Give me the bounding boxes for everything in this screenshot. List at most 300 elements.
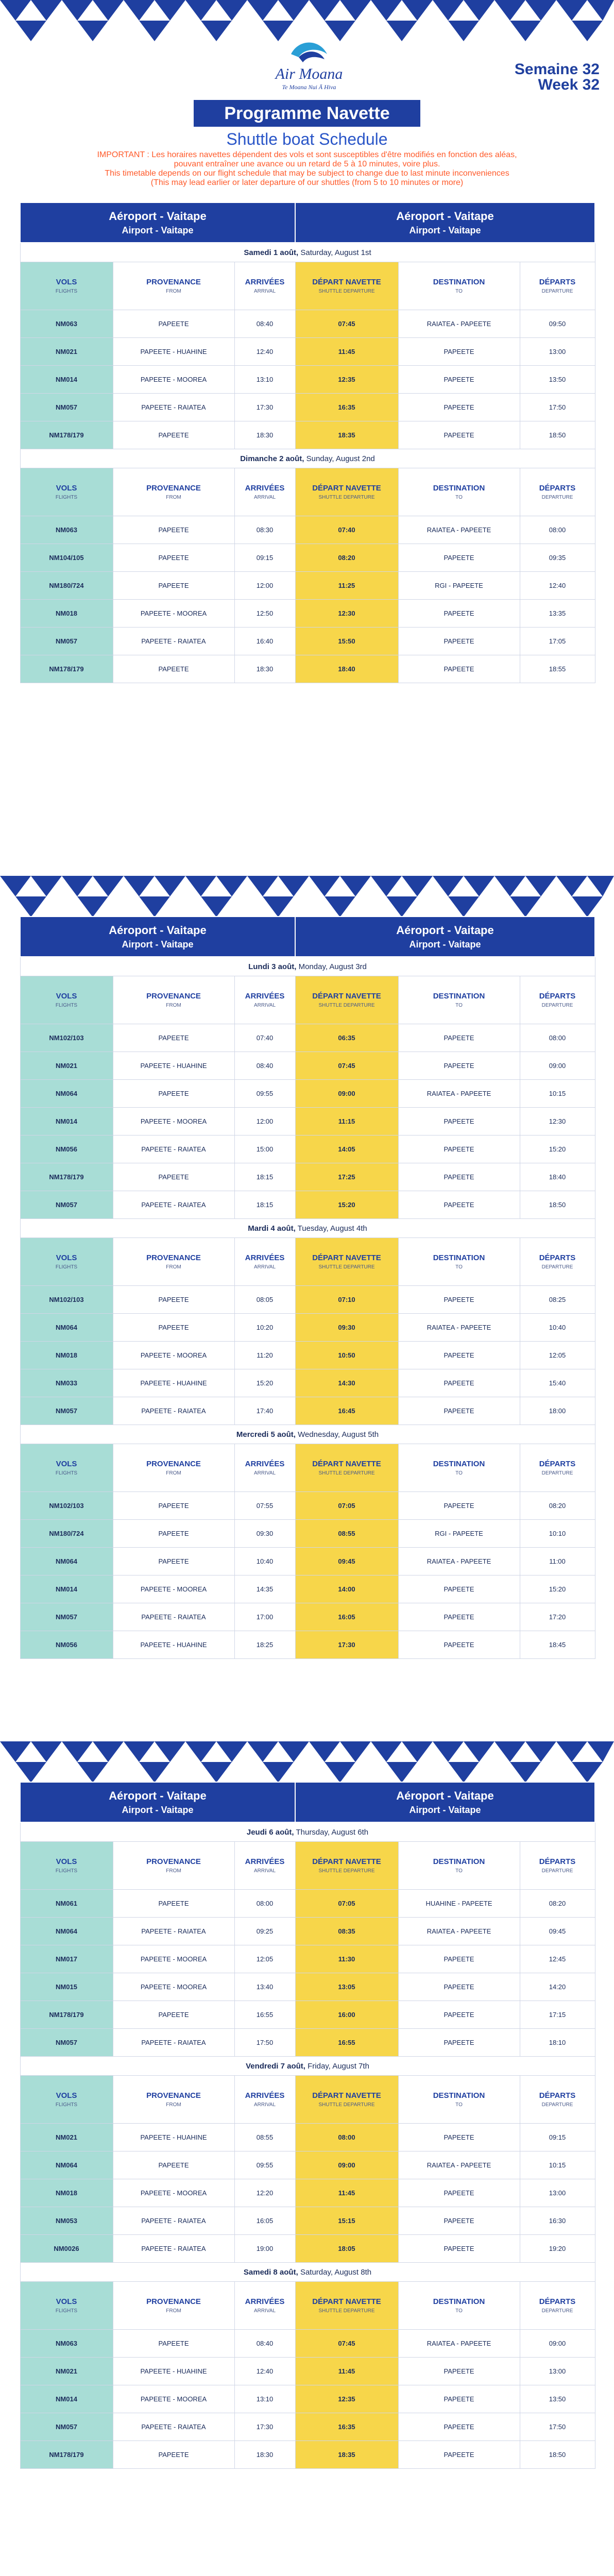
day-row [20, 2263, 595, 2282]
cell-arrivees: 14:35 [234, 1575, 295, 1603]
important-notice [36, 150, 578, 188]
cell-departs: 17:05 [520, 628, 595, 655]
cell-departs: 18:50 [520, 421, 595, 449]
cell-provenance: PAPEETE - MOOREA [113, 1973, 234, 2001]
column-header-navette: DÉPART NAVETTE SHUTTLE DEPARTURE [295, 262, 398, 310]
cell-provenance: PAPEETE - MOOREA [113, 366, 234, 394]
table-row [20, 338, 595, 366]
route-header-left: Aéroport - Vaitape Airport - Vaitape [20, 202, 295, 243]
table-header-row [20, 202, 595, 243]
cell-navette: 08:55 [295, 1520, 398, 1548]
cell-destination: PAPEETE [398, 1603, 520, 1631]
cell-destination: PAPEETE [398, 1369, 520, 1397]
column-header-vols: VOLS FLIGHTS [20, 1238, 113, 1286]
cell-provenance: PAPEETE [113, 421, 234, 449]
cell-departs: 19:20 [520, 2235, 595, 2263]
cell-navette: 07:05 [295, 1890, 398, 1918]
cell-navette: 15:50 [295, 628, 398, 655]
cell-arrivees: 18:30 [234, 655, 295, 683]
day-row [20, 1822, 595, 1842]
column-header-arrivees: ARRIVÉES ARRIVAL [234, 1444, 295, 1492]
cell-navette: 09:30 [295, 1314, 398, 1342]
route-header-right: Aéroport - Vaitape Airport - Vaitape [295, 917, 595, 957]
schedule-table-container [20, 202, 594, 683]
column-header-row [20, 976, 595, 1024]
cell-navette: 07:45 [295, 2330, 398, 2358]
cell-vols: NM018 [20, 1342, 113, 1369]
cell-navette: 07:45 [295, 310, 398, 338]
column-header-destination: DESTINATION TO [398, 1238, 520, 1286]
cell-departs: 14:20 [520, 1973, 595, 2001]
cell-departs: 09:00 [520, 2330, 595, 2358]
table-row [20, 600, 595, 628]
cell-navette: 11:45 [295, 2358, 398, 2385]
cell-departs: 18:40 [520, 1163, 595, 1191]
cell-destination: PAPEETE [398, 366, 520, 394]
cell-destination: PAPEETE [398, 2029, 520, 2057]
cell-destination: PAPEETE [398, 338, 520, 366]
cell-arrivees: 09:25 [234, 1918, 295, 1945]
cell-destination: PAPEETE [398, 1631, 520, 1659]
column-header-navette: DÉPART NAVETTE SHUTTLE DEPARTURE [295, 1444, 398, 1492]
table-row [20, 2151, 595, 2179]
table-row [20, 366, 595, 394]
day-label-fr: Mercredi 5 août, [236, 1430, 296, 1439]
cell-destination: RAIATEA - PAPEETE [398, 516, 520, 544]
cell-vols: NM102/103 [20, 1286, 113, 1314]
column-header-arrivees: ARRIVÉES ARRIVAL [234, 2076, 295, 2124]
column-header-arrivees: ARRIVÉES ARRIVAL [234, 1842, 295, 1890]
table-row [20, 1945, 595, 1973]
cell-departs: 08:20 [520, 1890, 595, 1918]
cell-vols: NM017 [20, 1945, 113, 1973]
cell-arrivees: 12:20 [234, 2179, 295, 2207]
cell-navette: 09:00 [295, 1080, 398, 1108]
cell-provenance: PAPEETE - RAIATEA [113, 2029, 234, 2057]
cell-provenance: PAPEETE [113, 1548, 234, 1575]
cell-navette: 11:45 [295, 2179, 398, 2207]
table-row [20, 1548, 595, 1575]
cell-destination: PAPEETE [398, 394, 520, 421]
cell-arrivees: 11:20 [234, 1342, 295, 1369]
cell-departs: 09:15 [520, 2124, 595, 2151]
cell-destination: PAPEETE [398, 1492, 520, 1520]
cell-provenance: PAPEETE - HUAHINE [113, 1631, 234, 1659]
cell-destination: RAIATEA - PAPEETE [398, 310, 520, 338]
wave-logo-icon [242, 33, 376, 95]
table-row [20, 544, 595, 572]
cell-navette: 10:50 [295, 1342, 398, 1369]
cell-arrivees: 09:15 [234, 544, 295, 572]
polynesian-pattern-band [0, 876, 614, 917]
column-header-departs: DÉPARTS DEPARTURE [520, 262, 595, 310]
cell-navette: 14:00 [295, 1575, 398, 1603]
cell-vols: NM178/179 [20, 655, 113, 683]
cell-departs: 13:50 [520, 366, 595, 394]
notice-line: IMPORTANT : Les horaires navettes dépendent des vols et sont susceptibles d'être modifiés en fonction des aléas, [97, 150, 517, 159]
cell-navette: 16:35 [295, 394, 398, 421]
notice-line: pouvant entraîner une avance ou un retard de 5 à 10 minutes, voire plus. [174, 160, 440, 168]
cell-vols: NM018 [20, 2179, 113, 2207]
column-header-provenance: PROVENANCE FROM [113, 976, 234, 1024]
column-header-departs: DÉPARTS DEPARTURE [520, 1444, 595, 1492]
cell-departs: 09:35 [520, 544, 595, 572]
cell-provenance: PAPEETE [113, 1080, 234, 1108]
air-moana-logo [242, 33, 376, 95]
cell-navette: 11:15 [295, 1108, 398, 1136]
column-header-destination: DESTINATION TO [398, 2282, 520, 2330]
cell-vols: NM180/724 [20, 572, 113, 600]
cell-vols: NM014 [20, 1108, 113, 1136]
column-header-row [20, 1444, 595, 1492]
cell-departs: 12:40 [520, 572, 595, 600]
cell-provenance: PAPEETE - HUAHINE [113, 1052, 234, 1080]
cell-navette: 16:05 [295, 1603, 398, 1631]
cell-destination: PAPEETE [398, 2235, 520, 2263]
cell-arrivees: 09:55 [234, 1080, 295, 1108]
table-row [20, 1342, 595, 1369]
cell-destination: RAIATEA - PAPEETE [398, 1080, 520, 1108]
day-label-en: Sunday, August 2nd [306, 454, 375, 463]
cell-navette: 12:35 [295, 2385, 398, 2413]
cell-vols: NM015 [20, 1973, 113, 2001]
column-header-provenance: PROVENANCE FROM [113, 2282, 234, 2330]
day-label-fr: Dimanche 2 août, [240, 454, 304, 463]
cell-arrivees: 16:40 [234, 628, 295, 655]
column-header-destination: DESTINATION TO [398, 2076, 520, 2124]
column-header-provenance: PROVENANCE FROM [113, 1444, 234, 1492]
cell-arrivees: 18:25 [234, 1631, 295, 1659]
column-header-destination: DESTINATION TO [398, 1444, 520, 1492]
cell-destination: RAIATEA - PAPEETE [398, 1314, 520, 1342]
cell-navette: 11:25 [295, 572, 398, 600]
table-row [20, 1603, 595, 1631]
cell-arrivees: 19:00 [234, 2235, 295, 2263]
cell-departs: 12:30 [520, 1108, 595, 1136]
cell-navette: 18:40 [295, 655, 398, 683]
cell-provenance: PAPEETE - RAIATEA [113, 1603, 234, 1631]
cell-vols: NM180/724 [20, 1520, 113, 1548]
column-header-departs: DÉPARTS DEPARTURE [520, 2282, 595, 2330]
cell-departs: 18:10 [520, 2029, 595, 2057]
cell-destination: PAPEETE [398, 600, 520, 628]
column-header-row [20, 1842, 595, 1890]
cell-vols: NM102/103 [20, 1492, 113, 1520]
cell-departs: 13:35 [520, 600, 595, 628]
cell-navette: 07:45 [295, 1052, 398, 1080]
cell-destination: PAPEETE [398, 2207, 520, 2235]
day-row [20, 243, 595, 262]
column-header-arrivees: ARRIVÉES ARRIVAL [234, 2282, 295, 2330]
page-title: Programme Navette [194, 100, 420, 127]
table-row [20, 655, 595, 683]
cell-provenance: PAPEETE - RAIATEA [113, 628, 234, 655]
cell-arrivees: 17:30 [234, 2413, 295, 2441]
cell-vols: NM178/179 [20, 2001, 113, 2029]
column-header-arrivees: ARRIVÉES ARRIVAL [234, 976, 295, 1024]
column-header-vols: VOLS FLIGHTS [20, 2282, 113, 2330]
schedule-table-container [20, 916, 594, 1659]
cell-vols: NM057 [20, 394, 113, 421]
cell-arrivees: 16:55 [234, 2001, 295, 2029]
cell-destination: PAPEETE [398, 1342, 520, 1369]
cell-navette: 17:30 [295, 1631, 398, 1659]
cell-arrivees: 07:55 [234, 1492, 295, 1520]
table-row [20, 2179, 595, 2207]
cell-vols: NM064 [20, 1314, 113, 1342]
polynesian-pattern-band [0, 1741, 614, 1783]
column-header-row [20, 2282, 595, 2330]
cell-provenance: PAPEETE - HUAHINE [113, 1369, 234, 1397]
cell-navette: 06:35 [295, 1024, 398, 1052]
week-en: Week 32 [538, 76, 600, 93]
column-header-navette: DÉPART NAVETTE SHUTTLE DEPARTURE [295, 2282, 398, 2330]
cell-navette: 15:20 [295, 1191, 398, 1219]
cell-departs: 10:15 [520, 1080, 595, 1108]
cell-destination: PAPEETE [398, 544, 520, 572]
cell-provenance: PAPEETE [113, 1314, 234, 1342]
cell-vols: NM057 [20, 2029, 113, 2057]
cell-navette: 14:05 [295, 1136, 398, 1163]
cell-navette: 08:00 [295, 2124, 398, 2151]
cell-departs: 18:50 [520, 2441, 595, 2469]
day-label-en: Wednesday, August 5th [298, 1430, 379, 1439]
cell-vols: NM021 [20, 338, 113, 366]
cell-provenance: PAPEETE [113, 310, 234, 338]
cell-destination: PAPEETE [398, 2358, 520, 2385]
cell-vols: NM014 [20, 2385, 113, 2413]
week-label [515, 62, 600, 93]
cell-provenance: PAPEETE - RAIATEA [113, 2413, 234, 2441]
notice-line: (This may lead earlier or later departure of our shuttles (from 5 to 10 minutes or more) [150, 178, 464, 187]
cell-departs: 13:00 [520, 338, 595, 366]
cell-provenance: PAPEETE - RAIATEA [113, 1918, 234, 1945]
cell-departs: 08:00 [520, 1024, 595, 1052]
notice-line: This timetable depends on our flight schedule that may be subject to change due to last minute inconveniences [105, 169, 509, 178]
cell-departs: 10:40 [520, 1314, 595, 1342]
column-header-arrivees: ARRIVÉES ARRIVAL [234, 1238, 295, 1286]
cell-destination: PAPEETE [398, 1973, 520, 2001]
column-header-vols: VOLS FLIGHTS [20, 2076, 113, 2124]
cell-navette: 14:30 [295, 1369, 398, 1397]
svg-text:Te Moana Nui Ā Hiva: Te Moana Nui Ā Hiva [282, 83, 336, 91]
cell-vols: NM178/179 [20, 421, 113, 449]
cell-arrivees: 18:30 [234, 2441, 295, 2469]
cell-destination: PAPEETE [398, 2441, 520, 2469]
table-row [20, 2358, 595, 2385]
table-row [20, 572, 595, 600]
cell-provenance: PAPEETE - MOOREA [113, 2385, 234, 2413]
cell-arrivees: 09:30 [234, 1520, 295, 1548]
cell-arrivees: 12:50 [234, 600, 295, 628]
cell-navette: 07:10 [295, 1286, 398, 1314]
cell-departs: 10:10 [520, 1520, 595, 1548]
cell-arrivees: 08:40 [234, 310, 295, 338]
table-row [20, 1080, 595, 1108]
column-header-navette: DÉPART NAVETTE SHUTTLE DEPARTURE [295, 2076, 398, 2124]
cell-vols: NM178/179 [20, 1163, 113, 1191]
cell-departs: 13:50 [520, 2385, 595, 2413]
cell-arrivees: 16:05 [234, 2207, 295, 2235]
column-header-vols: VOLS FLIGHTS [20, 976, 113, 1024]
cell-arrivees: 13:10 [234, 2385, 295, 2413]
cell-destination: PAPEETE [398, 1191, 520, 1219]
cell-destination: PAPEETE [398, 421, 520, 449]
cell-provenance: PAPEETE - HUAHINE [113, 338, 234, 366]
cell-provenance: PAPEETE [113, 1492, 234, 1520]
cell-destination: PAPEETE [398, 1286, 520, 1314]
column-header-provenance: PROVENANCE FROM [113, 262, 234, 310]
route-header-left: Aéroport - Vaitape Airport - Vaitape [20, 917, 295, 957]
cell-departs: 13:00 [520, 2358, 595, 2385]
table-row [20, 1163, 595, 1191]
cell-provenance: PAPEETE - MOOREA [113, 1575, 234, 1603]
table-row [20, 1136, 595, 1163]
column-header-navette: DÉPART NAVETTE SHUTTLE DEPARTURE [295, 976, 398, 1024]
cell-navette: 13:05 [295, 1973, 398, 2001]
day-label-en: Tuesday, August 4th [297, 1224, 367, 1233]
cell-vols: NM014 [20, 1575, 113, 1603]
cell-destination: PAPEETE [398, 1397, 520, 1425]
cell-navette: 12:30 [295, 600, 398, 628]
column-header-departs: DÉPARTS DEPARTURE [520, 1842, 595, 1890]
cell-navette: 18:35 [295, 2441, 398, 2469]
cell-navette: 15:15 [295, 2207, 398, 2235]
cell-navette: 16:45 [295, 1397, 398, 1425]
cell-provenance: PAPEETE - RAIATEA [113, 2235, 234, 2263]
table-row [20, 1108, 595, 1136]
column-header-destination: DESTINATION TO [398, 1842, 520, 1890]
week-fr: Semaine 32 [514, 61, 600, 78]
column-header-row [20, 2076, 595, 2124]
cell-vols: NM104/105 [20, 544, 113, 572]
cell-vols: NM064 [20, 1548, 113, 1575]
table-row [20, 1520, 595, 1548]
cell-provenance: PAPEETE [113, 1163, 234, 1191]
cell-departs: 15:40 [520, 1369, 595, 1397]
cell-provenance: PAPEETE - RAIATEA [113, 1397, 234, 1425]
cell-provenance: PAPEETE [113, 1286, 234, 1314]
table-row [20, 1052, 595, 1080]
cell-arrivees: 15:20 [234, 1369, 295, 1397]
cell-destination: PAPEETE [398, 628, 520, 655]
table-row [20, 1575, 595, 1603]
cell-vols: NM063 [20, 310, 113, 338]
cell-arrivees: 12:40 [234, 338, 295, 366]
day-row [20, 449, 595, 468]
column-header-row [20, 262, 595, 310]
cell-vols: NM018 [20, 600, 113, 628]
column-header-provenance: PROVENANCE FROM [113, 2076, 234, 2124]
cell-navette: 11:30 [295, 1945, 398, 1973]
cell-departs: 12:05 [520, 1342, 595, 1369]
day-label-en: Friday, August 7th [308, 2061, 369, 2071]
cell-vols: NM053 [20, 2207, 113, 2235]
cell-arrivees: 09:55 [234, 2151, 295, 2179]
table-header-row [20, 917, 595, 957]
shuttle-schedule-table [20, 202, 595, 683]
table-row [20, 628, 595, 655]
cell-vols: NM056 [20, 1136, 113, 1163]
cell-departs: 15:20 [520, 1575, 595, 1603]
column-header-departs: DÉPARTS DEPARTURE [520, 976, 595, 1024]
day-row [20, 1425, 595, 1444]
cell-vols: NM014 [20, 366, 113, 394]
cell-provenance: PAPEETE [113, 544, 234, 572]
cell-destination: PAPEETE [398, 1136, 520, 1163]
cell-arrivees: 17:30 [234, 394, 295, 421]
table-row [20, 1918, 595, 1945]
cell-arrivees: 18:30 [234, 421, 295, 449]
cell-destination: PAPEETE [398, 1108, 520, 1136]
table-row [20, 2235, 595, 2263]
cell-vols: NM0026 [20, 2235, 113, 2263]
day-row [20, 957, 595, 976]
cell-navette: 16:55 [295, 2029, 398, 2057]
cell-provenance: PAPEETE [113, 516, 234, 544]
cell-departs: 17:50 [520, 2413, 595, 2441]
cell-provenance: PAPEETE - MOOREA [113, 600, 234, 628]
cell-provenance: PAPEETE - RAIATEA [113, 1191, 234, 1219]
column-header-row [20, 1238, 595, 1286]
table-row [20, 2207, 595, 2235]
route-header-right: Aéroport - Vaitape Airport - Vaitape [295, 1782, 595, 1822]
cell-arrivees: 08:40 [234, 2330, 295, 2358]
cell-provenance: PAPEETE - MOOREA [113, 1945, 234, 1973]
cell-departs: 18:55 [520, 655, 595, 683]
cell-arrivees: 13:10 [234, 366, 295, 394]
cell-vols: NM057 [20, 2413, 113, 2441]
cell-departs: 13:00 [520, 2179, 595, 2207]
cell-provenance: PAPEETE [113, 655, 234, 683]
cell-arrivees: 17:00 [234, 1603, 295, 1631]
table-row [20, 1890, 595, 1918]
cell-destination: PAPEETE [398, 1052, 520, 1080]
cell-provenance: PAPEETE - HUAHINE [113, 2124, 234, 2151]
day-label-en: Thursday, August 6th [296, 1827, 369, 1837]
cell-departs: 12:45 [520, 1945, 595, 1973]
day-row [20, 1219, 595, 1238]
cell-departs: 08:20 [520, 1492, 595, 1520]
cell-navette: 09:45 [295, 1548, 398, 1575]
column-header-arrivees: ARRIVÉES ARRIVAL [234, 468, 295, 516]
cell-arrivees: 17:40 [234, 1397, 295, 1425]
table-row [20, 516, 595, 544]
column-header-navette: DÉPART NAVETTE SHUTTLE DEPARTURE [295, 1842, 398, 1890]
cell-arrivees: 12:05 [234, 1945, 295, 1973]
cell-vols: NM057 [20, 1191, 113, 1219]
table-row [20, 1631, 595, 1659]
cell-navette: 12:35 [295, 366, 398, 394]
cell-vols: NM064 [20, 1080, 113, 1108]
cell-departs: 17:15 [520, 2001, 595, 2029]
cell-destination: RAIATEA - PAPEETE [398, 2330, 520, 2358]
table-row [20, 394, 595, 421]
table-row [20, 1973, 595, 2001]
table-row [20, 1286, 595, 1314]
cell-departs: 16:30 [520, 2207, 595, 2235]
column-header-departs: DÉPARTS DEPARTURE [520, 1238, 595, 1286]
cell-arrivees: 08:00 [234, 1890, 295, 1918]
cell-vols: NM061 [20, 1890, 113, 1918]
cell-destination: RAIATEA - PAPEETE [398, 1918, 520, 1945]
cell-provenance: PAPEETE - MOOREA [113, 2179, 234, 2207]
cell-destination: RGI - PAPEETE [398, 572, 520, 600]
cell-destination: PAPEETE [398, 1945, 520, 1973]
cell-departs: 11:00 [520, 1548, 595, 1575]
cell-vols: NM057 [20, 1397, 113, 1425]
cell-provenance: PAPEETE - MOOREA [113, 1342, 234, 1369]
